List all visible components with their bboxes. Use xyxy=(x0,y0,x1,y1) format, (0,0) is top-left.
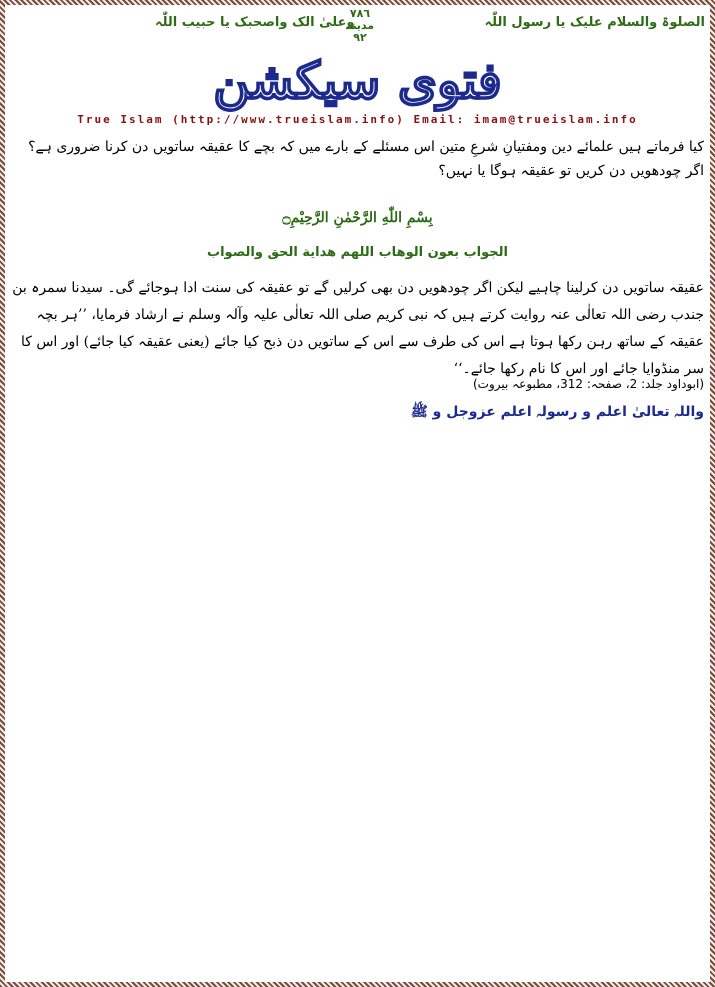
fatwa-number: ٧٨٦ xyxy=(349,7,371,20)
contact-line: True Islam (http://www.trueislam.info) Email: imam@trueislam.info xyxy=(77,113,638,126)
reference-citation: (ابوداود جلد: 2، صفحہ: 312، مطبوعہ بیروت) xyxy=(472,377,704,391)
closing-formula: واللہ تعالیٰ اعلم و رسولہ اعلم عزوجل و ﷺ xyxy=(410,404,704,420)
answer-heading: الجواب بعون الوهاب اللهم هداية الحق والصواب xyxy=(207,245,508,260)
salutation-right: الصلوۃ والسلام علیک یا رسول اللّٰہ xyxy=(484,15,705,30)
salutation-left: وعلیٰ الک واصحبک یا حبیب اللّٰہ xyxy=(155,15,355,30)
page-title: فتوی سیکشن xyxy=(213,51,502,110)
bismillah: بِسْمِ اللّٰهِ الرَّحْمٰنِ الرَّحِيْمِ۝ xyxy=(282,210,433,226)
header-row xyxy=(5,7,710,44)
section-word: مدینہ xyxy=(345,19,375,32)
question-text: کیا فرماتے ہیں علمائے دین ومفتیانِ شرعِ متین اس مسئلے کے بارے میں کہ بچے کا عقیقہ ساتویں دن کرنا ضروری ہے؟ اگر چودھویں دن کریں تو عقیقہ ہوگا یا نہیں؟ xyxy=(28,139,704,179)
page xyxy=(5,5,710,982)
answer-text: عقیقہ ساتویں دن کرلینا چاہیے لیکن اگر چودھویں دن بھی کرلیں گے تو عقیقہ کی سنت ادا ہوجائے گی۔ سیدنا سمرہ بن جندب رضی اللہ تعالٰی عنہ روایت کرتے ہیں کہ نبی کریم صلی اللہ تعالٰی علیہ وآلہ وسلم نے ارشاد فرمایا، ’’ہر بچہ عقیقہ کے ساتھ رہن رکھا ہوتا ہے اس کی طرف سے اس کے ساتویں دن ذبح کیا جائے (یعنی عقیقہ کیا جائے) اور اس کا سر منڈوایا جائے اور اس کا نام رکھا جائے۔‘‘ xyxy=(12,280,704,377)
year-number: ٩٢ xyxy=(353,31,367,44)
